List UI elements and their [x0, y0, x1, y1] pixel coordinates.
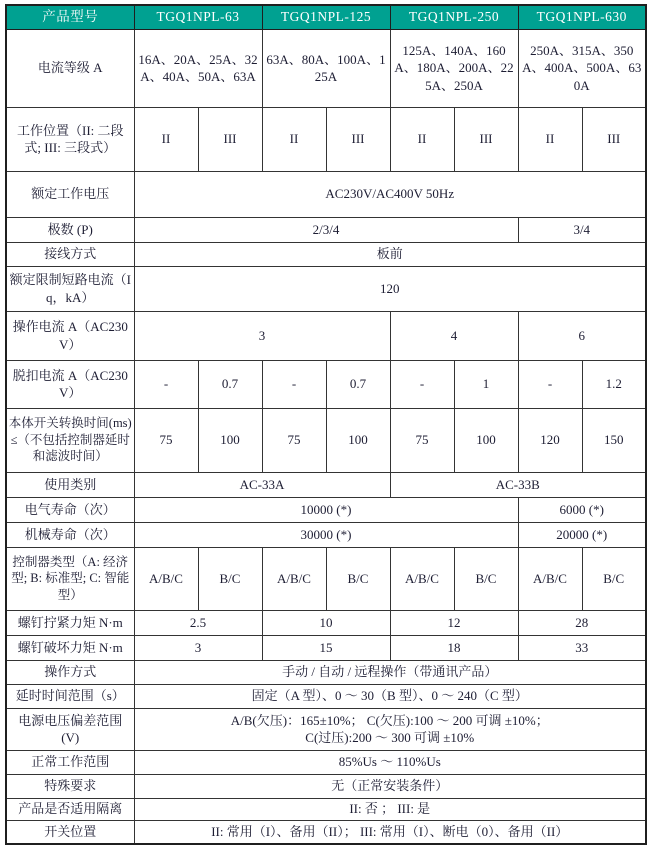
spec-label-delay-range: 延时时间范围（s）	[6, 684, 134, 708]
spec-value: II: 常用（I）、备用（II）； III: 常用（I）、断电（0）、备用（II）	[134, 820, 646, 844]
spec-label-rated-voltage: 额定工作电压	[6, 171, 134, 217]
row-controller-type	[6, 547, 646, 610]
spec-value: A/B/C	[390, 547, 454, 610]
spec-value: 15	[262, 635, 390, 660]
spec-value: 250A、315A、350A、400A、500A、630A	[518, 29, 646, 107]
spec-value: 33	[518, 635, 646, 660]
spec-value: III	[198, 107, 262, 171]
spec-value: 6000 (*)	[518, 497, 646, 522]
spec-label-wiring: 接线方式	[6, 242, 134, 266]
spec-value: III	[454, 107, 518, 171]
spec-label-break-torque: 螺钉破坏力矩 N·m	[6, 635, 134, 660]
spec-value: A/B/C	[134, 547, 198, 610]
spec-value: 1.2	[582, 360, 646, 408]
spec-label-operation-mode: 操作方式	[6, 660, 134, 684]
row-trip-current	[6, 360, 646, 408]
row-tighten-torque	[6, 610, 646, 635]
spec-value: 20000 (*)	[518, 522, 646, 547]
row-rated-voltage	[6, 171, 646, 217]
spec-label-trip-current: 脱扣电流 A（AC230V）	[6, 360, 134, 408]
spec-value: AC-33A	[134, 472, 390, 497]
spec-value: 手动 / 自动 / 远程操作（带通讯产品）	[134, 660, 646, 684]
row-electrical-life	[6, 497, 646, 522]
spec-label-work-position: 工作位置（II: 二段式; III: 三段式）	[6, 107, 134, 171]
spec-value: 3	[134, 635, 262, 660]
spec-value: B/C	[582, 547, 646, 610]
row-wiring	[6, 242, 646, 266]
column-header-model-125: TGQ1NPL-125	[262, 5, 390, 29]
spec-value: II	[262, 107, 326, 171]
spec-label-voltage-deviation: 电源电压偏差范围 (V)	[6, 708, 134, 750]
spec-value: 125A、140A、160A、180A、200A、225A、250A	[390, 29, 518, 107]
spec-label-controller-type: 控制器类型（A: 经济型; B: 标准型; C: 智能型）	[6, 547, 134, 610]
row-voltage-deviation	[6, 708, 646, 750]
product-spec-table	[5, 4, 647, 845]
spec-value: 100	[454, 408, 518, 472]
column-header-model-250: TGQ1NPL-250	[390, 5, 518, 29]
spec-value: 0.7	[326, 360, 390, 408]
spec-value: A/B/C	[262, 547, 326, 610]
spec-value: 3/4	[518, 217, 646, 242]
spec-value: -	[390, 360, 454, 408]
spec-value: 4	[390, 311, 518, 360]
spec-value: II: 否 ； III: 是	[134, 798, 646, 820]
voltage-deviation-line-1: A/B(欠压)：165±10%； C(欠压):100 ～ 200 可调 ±10%；	[230, 712, 549, 728]
spec-value: 3	[134, 311, 390, 360]
spec-value: 100	[326, 408, 390, 472]
header-row	[6, 5, 646, 29]
spec-label-normal-range: 正常工作范围	[6, 750, 134, 774]
spec-label-utilization: 使用类别	[6, 472, 134, 497]
spec-value: B/C	[454, 547, 518, 610]
spec-value: 75	[390, 408, 454, 472]
spec-value: 0.7	[198, 360, 262, 408]
spec-value: B/C	[198, 547, 262, 610]
spec-value: 2/3/4	[134, 217, 518, 242]
spec-value: 12	[390, 610, 518, 635]
spec-value: 板前	[134, 242, 646, 266]
spec-value: B/C	[326, 547, 390, 610]
row-short-circuit	[6, 266, 646, 311]
spec-value: AC-33B	[390, 472, 646, 497]
row-work-position	[6, 107, 646, 171]
row-poles	[6, 217, 646, 242]
spec-value: III	[326, 107, 390, 171]
spec-value: 120	[134, 266, 646, 311]
spec-value: III	[582, 107, 646, 171]
spec-value: 75	[262, 408, 326, 472]
spec-label-mechanical-life: 机械寿命（次）	[6, 522, 134, 547]
row-transfer-time	[6, 408, 646, 472]
row-switch-position	[6, 820, 646, 844]
spec-value: A/B/C	[518, 547, 582, 610]
spec-value: 100	[198, 408, 262, 472]
spec-value: 10	[262, 610, 390, 635]
spec-value: II	[390, 107, 454, 171]
spec-value: II	[134, 107, 198, 171]
spec-value: 28	[518, 610, 646, 635]
spec-value: 1	[454, 360, 518, 408]
spec-value: II	[518, 107, 582, 171]
spec-value: AC230V/AC400V 50Hz	[134, 171, 646, 217]
spec-value: 120	[518, 408, 582, 472]
spec-label-poles: 极数 (P)	[6, 217, 134, 242]
spec-value: 6	[518, 311, 646, 360]
row-operation-mode	[6, 660, 646, 684]
spec-value: 75	[134, 408, 198, 472]
spec-value: 16A、20A、25A、32A、40A、50A、63A	[134, 29, 262, 107]
spec-label-isolation: 产品是否适用隔离	[6, 798, 134, 820]
spec-label-short-circuit: 额定限制短路电流（Iq，kA）	[6, 266, 134, 311]
spec-value: 2.5	[134, 610, 262, 635]
voltage-deviation-line-2: C(过压):200 ～ 300 可调 ±10%	[305, 730, 475, 745]
spec-label-transfer-time: 本体开关转换时间(ms)≤（不包括控制器延时和滤波时间）	[6, 408, 134, 472]
spec-value: 10000 (*)	[134, 497, 518, 522]
spec-value: 18	[390, 635, 518, 660]
spec-label-special: 特殊要求	[6, 774, 134, 798]
spec-value: 固定（A 型）、0 ～ 30（B 型）、0 ～ 240（C 型）	[134, 684, 646, 708]
spec-value: 无（正常安装条件）	[134, 774, 646, 798]
row-mechanical-life	[6, 522, 646, 547]
spec-value-voltage-deviation	[134, 708, 646, 750]
row-isolation	[6, 798, 646, 820]
row-break-torque	[6, 635, 646, 660]
row-current-rating	[6, 29, 646, 107]
spec-value: 85%Us ～ 110%Us	[134, 750, 646, 774]
column-header-model-63: TGQ1NPL-63	[134, 5, 262, 29]
row-utilization	[6, 472, 646, 497]
row-delay-range	[6, 684, 646, 708]
spec-value: -	[134, 360, 198, 408]
row-operating-current	[6, 311, 646, 360]
row-normal-range	[6, 750, 646, 774]
product-model-header: 产品型号	[6, 5, 134, 29]
spec-label-operating-current: 操作电流 A（AC230V）	[6, 311, 134, 360]
spec-value: -	[262, 360, 326, 408]
spec-label-electrical-life: 电气寿命（次）	[6, 497, 134, 522]
spec-value: 63A、80A、100A、125A	[262, 29, 390, 107]
spec-value: 150	[582, 408, 646, 472]
row-special	[6, 774, 646, 798]
spec-value: 30000 (*)	[134, 522, 518, 547]
spec-value: -	[518, 360, 582, 408]
spec-label-switch-position: 开关位置	[6, 820, 134, 844]
column-header-model-630: TGQ1NPL-630	[518, 5, 646, 29]
spec-label-current-rating: 电流等级 A	[6, 29, 134, 107]
spec-label-tighten-torque: 螺钉拧紧力矩 N·m	[6, 610, 134, 635]
